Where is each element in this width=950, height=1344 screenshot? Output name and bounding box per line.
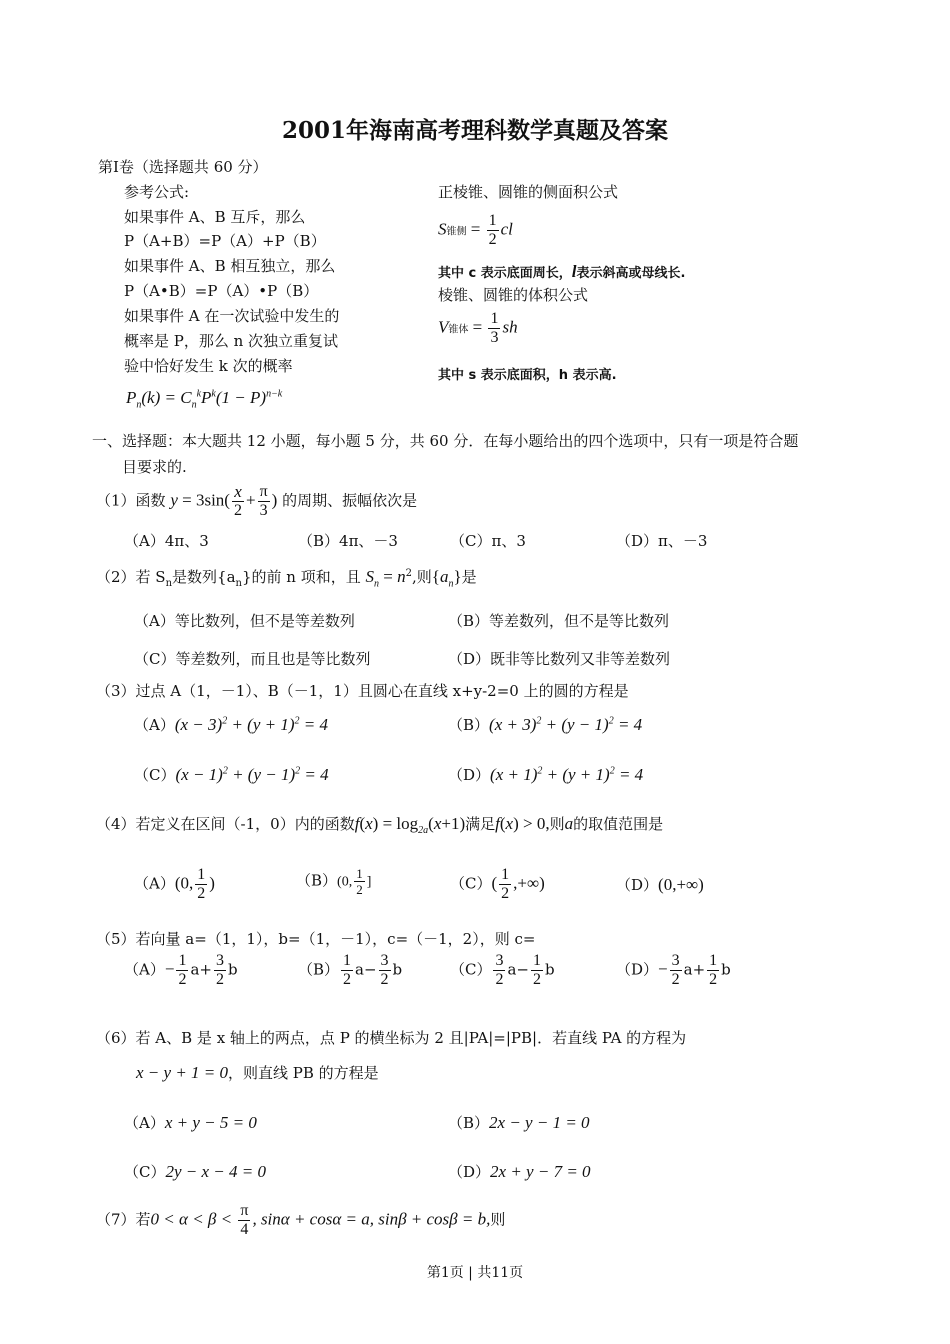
option: （D）− $\frac{3}{2}$ a+ $\frac{1}{2}$ b	[616, 952, 731, 988]
formula-heading: 参考公式:	[124, 183, 190, 201]
volume-formula: V锥体 = $\frac{1}{3}$ sh	[438, 310, 518, 346]
formula-line: 如果事件 A 在一次试验中发生的	[124, 307, 340, 325]
section-instructions: 目要求的.	[122, 458, 187, 476]
option: （A）− $\frac{1}{2}$ a+ $\frac{3}{2}$ b	[124, 952, 238, 988]
option: （A）4π、3	[124, 532, 209, 550]
question-1: （1）函数 y = 3sin( $\frac{x}{2}$ + $\frac{\pi}{3}$ ) 的周期、振幅依次是	[96, 482, 418, 519]
question-4: （4）若定义在区间（-1，0）内的函数$f(x) = \log_{2a}(x+1)$满足f(x) > 0,则a的取值范围是	[96, 814, 664, 836]
option: （D）2x + y − 7 = 0	[448, 1162, 591, 1181]
formula-line: P（A•B）=P（A）•P（B）	[124, 282, 319, 300]
formula-line: 概率是 P，那么 n 次独立重复试	[124, 332, 339, 350]
lateral-area-formula: S锥侧 = $\frac{1}{2}$ cl	[438, 212, 513, 248]
option: $(B)(x + 3)^2 + (y - 1)^2 = 4$	[448, 715, 643, 734]
section-instructions: 一、选择题：本大题共 12 小题，每小题 5 分，共 60 分．在每小题给出的四个选项中，只有一项是符合题	[92, 432, 799, 450]
question-7: （7）若0 < α < β < $\frac{\pi}{4}$ , sinα + cosα = a, sinβ + cosβ = b,则	[96, 1202, 506, 1238]
part1-header: 第Ⅰ卷（选择题共 60 分）	[98, 158, 268, 176]
option: （A）(0, $\frac{1}{2}$ )	[134, 866, 215, 902]
option: （C）( $\frac{1}{2}$ ,+∞)	[450, 866, 545, 902]
formula-heading: 棱锥、圆锥的体积公式	[438, 286, 589, 304]
formula-line: P（A+B）=P（A）+P（B）	[124, 232, 326, 250]
option: $(C)(x - 1)^2 + (y - 1)^2 = 4$	[134, 765, 329, 784]
option: （C）等差数列，而且也是等比数列	[134, 650, 371, 668]
option: （B） $\frac{1}{2}$ a− $\frac{3}{2}$ b	[298, 952, 403, 988]
option: （C）2y − x − 4 = 0	[124, 1162, 266, 1181]
option: （A）等比数列，但不是等差数列	[134, 612, 355, 630]
page-title: 2001年海南高考理科数学真题及答案	[281, 117, 668, 144]
option: $(D)(x + 1)^2 + (y + 1)^2 = 4$	[448, 765, 644, 784]
question-5: （5）若向量 a=（1，1），b=（1，－1），c=（－1，2），则 c=	[96, 930, 536, 948]
formula-line: 如果事件 A、B 互斥，那么	[124, 208, 306, 226]
formula-line: 验中恰好发生 k 次的概率	[124, 357, 293, 375]
option: （D）π、－3	[616, 532, 708, 550]
question-6: （6）若 A、B 是 x 轴上的两点，点 P 的横坐标为 2 且|PA|=|PB|．若直线 PA 的方程为	[96, 1029, 687, 1047]
option: （B）(0, $\frac{1}{2}$ ]	[296, 866, 372, 897]
option: （D）既非等比数列又非等差数列	[448, 650, 671, 668]
option: $(A)(x - 3)^2 + (y + 1)^2 = 4$	[134, 715, 328, 734]
option: （C）π、3	[450, 532, 526, 550]
question-6-cont: x − y + 1 = 0，则直线 PB 的方程是	[136, 1063, 379, 1082]
question-2: （2）若 $S_n$是数列$\{a_n\}$的前 n 项和，且 $S_n = n^2$,则$\{a_n\}$是	[96, 567, 477, 590]
option: （B）4π、－3	[298, 532, 398, 550]
option: （B）等差数列，但不是等比数列	[448, 612, 670, 630]
volume-note: 其中 s 表示底面积，h 表示高.	[438, 368, 617, 383]
option: （D）(0,+∞)	[616, 875, 704, 894]
option: （A）x + y − 5 = 0	[124, 1113, 257, 1132]
formula-heading: 正棱锥、圆锥的侧面积公式	[438, 183, 619, 201]
lateral-note: 其中 c 表示底面周长，l表示斜高或母线长.	[438, 262, 686, 281]
question-3: （3）过点 A（1，－1）、B（－1，1）且圆心在直线 x+y-2=0 上的圆的方程是	[96, 682, 629, 700]
binomial-formula: $P_n(k) = C_n^kP^k(1 - P)^{n-k}$	[126, 388, 283, 411]
formula-line: 如果事件 A、B 相互独立，那么	[124, 257, 336, 275]
page-footer: 第1页 | 共11页	[426, 1265, 524, 1281]
option: （C） $\frac{3}{2}$ a− $\frac{1}{2}$ b	[450, 952, 555, 988]
option: （B）2x − y − 1 = 0	[448, 1113, 590, 1132]
